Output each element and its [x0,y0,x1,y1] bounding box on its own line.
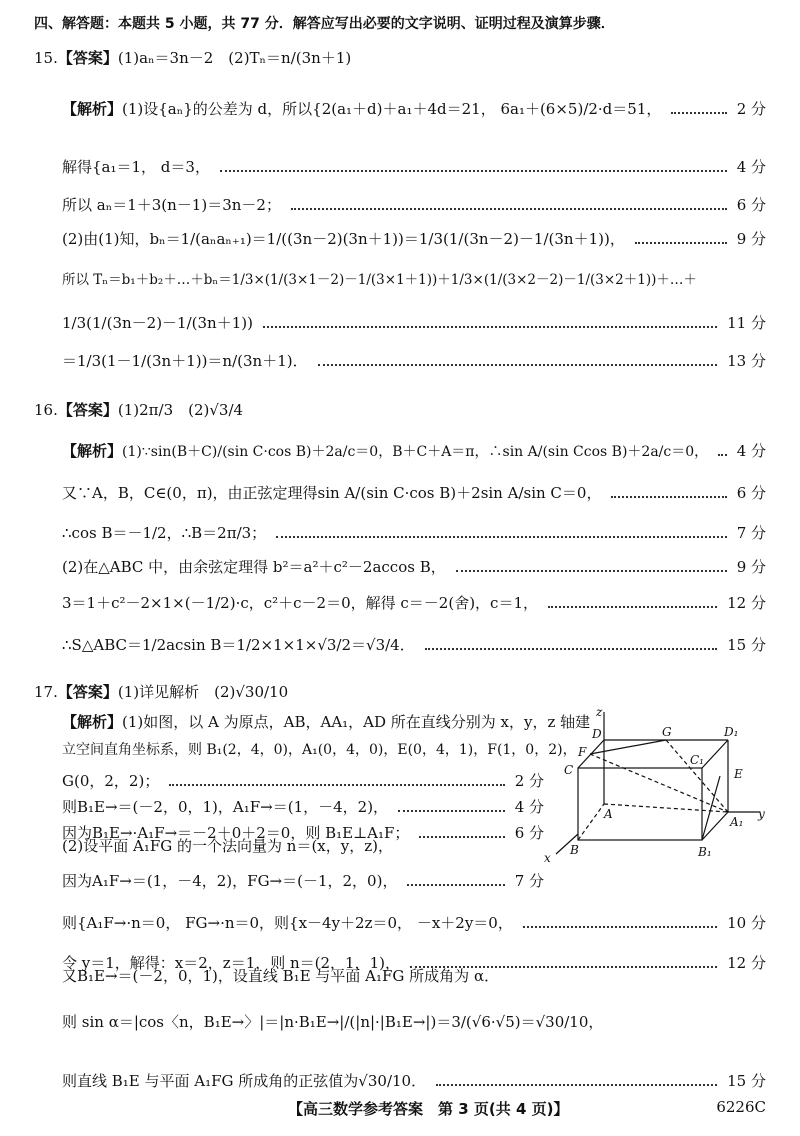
label-B: B [570,843,579,857]
q16-answer: (1)2π/3 (2)√3/4 [117,401,244,419]
q15-row-4 [62,268,766,288]
q17-row-0 [62,770,544,791]
q17-intro-text-1: (1)如图，以 A 为原点，AB，AA₁，AD 所在直线分别为 x，y，z 轴建 [122,713,591,731]
q16-step: (1)∵sin(B＋C)/(sin C·cos B)＋2a/c＝0，B＋C＋A＝π，∴sin A/(sin Ccos B)＋2a/c＝0， [122,443,709,460]
label-A: A [604,807,613,821]
q15-step: (2)由(1)知，bₙ＝1/(aₙaₙ₊₁)＝1/((3n－2)(3n＋1))＝1/3(1/(3n－2)－1/(3n＋1))， [62,230,625,248]
q15-step: 1/3(1/(3n－2)－1/(3n＋1)) [62,314,253,332]
q15-points: 2 分 [736,100,766,118]
q17-points: 7 分 [514,872,544,890]
q17-row-4 [62,912,766,933]
q16-points: 15 分 [727,636,766,654]
q17-sin-line: 则 sin α＝|cos〈n，B₁E→〉|＝|n·B₁E→|/(|n|·|B₁E→|)＝3/(√6·√5)＝√30/10， [62,1013,604,1031]
q15-analysis-tag: 【解析】 [62,100,123,118]
q15-number: 15. [34,49,58,67]
q16-points: 12 分 [727,594,766,612]
q15-row-5 [62,312,766,333]
section-title: 四、解答题：本题共 5 小题，共 77 分．解答应写出必要的文字说明、证明过程及演算步骤． [34,16,615,32]
q17-step: 因为B₁E→·A₁F→＝－2＋0＋2＝0，则 B₁E⊥A₁F； [62,824,410,842]
prism-figure [538,704,770,864]
q16-answer-tag: 【答案】 [57,401,118,419]
front-face [578,768,702,840]
q17-points: 6 分 [514,824,544,842]
q15-row-1 [62,156,766,177]
q17-number: 17. [34,683,58,701]
q15-answer-tag: 【答案】 [57,49,118,67]
edge-BA [578,804,604,840]
label-D: D [592,727,602,741]
q17-intro-1 [62,712,590,732]
q16-points: 7 分 [736,524,766,542]
q16-points: 4 分 [736,442,766,460]
q15-points: 11 分 [727,314,766,332]
q17-step: G(0，2，2)； [62,772,160,790]
q16-row-1 [62,482,766,503]
q17-intro-2: 立空间直角坐标系，则 B₁(2，4，0)，A₁(0，4，0)，E(0，4，1)，F(1，0，2)， [62,742,577,758]
q17-analysis-tag: 【解析】 [62,713,123,731]
q15-step: 解得{a₁＝1， d＝3， [62,158,210,176]
q16-step: ∴cos B＝－1/2，∴B＝2π/3； [62,524,267,542]
q16-row-0 [62,440,766,461]
q15-step: (1)设{aₙ}的公差为 d，所以{2(a₁＋d)＋a₁＋4d＝21， 6a₁＋(6×5)/2·d＝51， [122,100,662,118]
q15-answer: (1)aₙ＝3n－2 (2)Tₙ＝n/(3n＋1) [117,49,352,67]
label-y: y [758,807,765,821]
q17-step: 因为A₁F→＝(1，－4，2)，FG→＝(－1，2，0)， [62,872,398,890]
q16-row-3 [62,556,766,577]
q17-row-6 [62,1070,766,1091]
q17-points: 2 分 [514,772,544,790]
q17-normal-line: (2)设平面 A₁FG 的一个法向量为 n＝(x，y，z)， [62,837,393,855]
label-G: G [662,725,672,739]
q15-step: 所以 aₙ＝1＋3(n－1)＝3n－2； [62,196,281,214]
q16-step: 3＝1＋c²－2×1×(－1/2)·c，c²＋c－2＝0，解得 c＝－2(舍)，c＝1， [62,594,539,612]
q16-row-4 [62,592,766,613]
q16-analysis-tag: 【解析】 [62,442,123,460]
footer-code: 6226C [716,1098,766,1116]
edge-AA1 [604,804,728,812]
label-x: x [544,851,551,864]
q17-again-line: 又B₁E→＝(－2，0，1)，设直线 B₁E 与平面 A₁FG 所成角为 α． [62,967,500,985]
q15-row-0 [62,98,766,119]
q15-points: 9 分 [736,230,766,248]
q16-step: ∴S△ABC＝1/2acsin B＝1/2×1×1×√3/2＝√3/4． [62,636,415,654]
footer-title: 【高三数学参考答案 第 3 页(共 4 页)】 [288,1100,569,1118]
label-D1: D₁ [724,725,739,739]
q16-answer-line [34,400,243,420]
q15-points: 13 分 [727,352,766,370]
q17-points: 15 分 [727,1072,766,1090]
label-F: F [578,745,587,759]
q15-answer-line [34,48,351,68]
q15-row-2 [62,194,766,215]
q17-step: 则直线 B₁E 与平面 A₁FG 所成角的正弦值为√30/10． [62,1072,427,1090]
q15-row-6 [62,350,766,371]
q15-step: 所以 Tₙ＝b₁＋b₂＋…＋bₙ＝1/3×(1/(3×1－2)－1/(3×1＋1))＋1/3×(1/(3×2－2)－1/(3×2＋1))＋…＋ [62,272,697,288]
q17-answer-tag: 【答案】 [57,683,118,701]
q17-step: 令 y＝1，解得：x＝2，z＝1，则 n＝(2，1，1)， [62,954,400,972]
q17-row-3 [62,870,544,891]
q17-points: 10 分 [727,914,766,932]
q17-step: 则{A₁F→·n＝0， FG→·n＝0，则{x－4y＋2z＝0， －x＋2y＝0， [62,914,513,932]
q15-points: 6 分 [736,196,766,214]
q16-row-5 [62,634,766,655]
label-E: E [734,767,743,781]
q17-points: 4 分 [514,798,544,816]
q16-step: 又∵A，B，C∈(0，π)，由正弦定理得sin A/(sin C·cos B)＋2sin A/sin C＝0， [62,484,602,502]
q15-row-3 [62,228,766,249]
q17-points: 12 分 [727,954,766,972]
q16-step: (2)在△ABC 中，由余弦定理得 b²＝a²＋c²－2accos B， [62,558,446,576]
label-B1: B₁ [698,845,712,859]
edge-C1D1 [702,740,728,768]
q15-points: 4 分 [736,158,766,176]
label-C: C [564,763,574,777]
q16-points: 9 分 [736,558,766,576]
q17-answer-line [34,682,288,702]
q15-step: ＝1/3(1－1/(3n＋1))＝n/(3n＋1)． [62,352,308,370]
q17-row-1 [62,796,544,817]
label-C1: C₁ [690,753,704,767]
q16-row-2 [62,522,766,543]
q17-answer: (1)详见解析 (2)√30/10 [117,683,289,701]
label-z: z [596,705,603,719]
q16-number: 16. [34,401,58,419]
q17-step: 则B₁E→＝(－2，0，1)，A₁F→＝(1，－4，2)， [62,798,389,816]
label-A1: A₁ [730,815,744,829]
q16-points: 6 分 [736,484,766,502]
